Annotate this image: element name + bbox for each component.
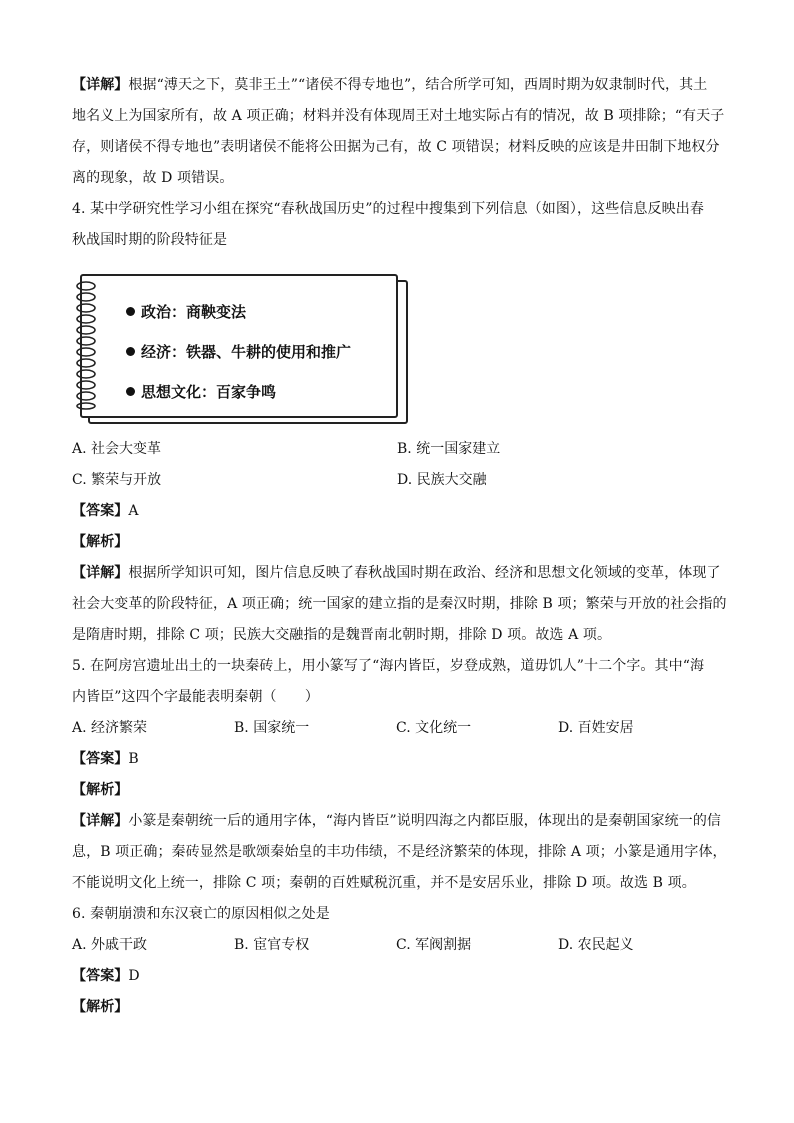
q4-stem-line: 4. 某中学研究性学习小组在探究“春秋战国历史”的过程中搜集到下列信息（如图），这些信息反映出春: [72, 201, 704, 217]
q6-option-d[interactable]: D. 农民起义: [558, 937, 634, 953]
q4-option-d[interactable]: D. 民族大交融: [397, 472, 487, 488]
notebook-items: [126, 292, 351, 412]
q6-option-a[interactable]: A. 外戚干政: [72, 937, 148, 953]
q3-detail-line: 【详解】根据“溥天之下，莫非王土”“诸侯不得专地也”，结合所学可知，西周时期为奴隶制时代，其土: [72, 77, 708, 93]
q6-options-row: [72, 930, 722, 961]
q5-option-c[interactable]: C. 文化统一: [396, 720, 472, 736]
q6-analysis-tag: 【解析】: [72, 999, 129, 1015]
question-6: [72, 899, 722, 1023]
q4-option-c[interactable]: C. 繁荣与开放: [72, 472, 162, 488]
notebook-item-culture: 思想文化：百家争鸣: [126, 372, 351, 412]
q3-detail-line: 存，则诸侯不得专地也”表明诸侯不能将公田据为己有，故 C 项错误；材料反映的应该是井田制下地权分: [72, 139, 720, 155]
q4-detail-line: 是隋唐时期，排除 C 项；民族大交融指的是魏晋南北朝时期，排除 D 项。故选 A 项。: [72, 627, 612, 643]
notebook-figure: [80, 274, 406, 422]
q6-stem-line: 6. 秦朝崩溃和东汉衰亡的原因相似之处是: [72, 906, 330, 922]
question-5: [72, 651, 727, 899]
q4-detail-line: 【详解】根据所学知识可知，图片信息反映了春秋战国时期在政治、经济和思想文化领域的变革，体现了: [72, 565, 721, 581]
q4-option-b[interactable]: B. 统一国家建立: [397, 441, 501, 457]
notebook-item-politics: 政治：商鞅变法: [126, 292, 351, 332]
q4-option-a[interactable]: A. 社会大变革: [72, 441, 162, 457]
q4-detail-line: 社会大变革的阶段特征，A 项正确；统一国家的建立指的是秦汉时期，排除 B 项；繁荣与开放的社会指的: [72, 596, 727, 612]
q5-analysis-tag: 【解析】: [72, 782, 129, 798]
q6-option-c[interactable]: C. 军阀割据: [396, 937, 472, 953]
q5-stem-line: 5. 在阿房宫遗址出土的一块秦砖上，用小篆写了“海内皆臣，岁登成熟，道毋饥人”十二个字。其中“海: [72, 658, 705, 674]
q5-option-d[interactable]: D. 百姓安居: [558, 720, 634, 736]
q3-detail-line: 地名义上为国家所有，故 A 项正确；材料并没有体现周王对土地实际占有的情况，故 B 项排除；“有天子: [72, 108, 725, 124]
q3-detail-section: [72, 70, 725, 194]
q4-options-row: [72, 465, 722, 496]
q5-stem-line: 内皆臣”这四个字最能表明秦朝（ ）: [72, 689, 319, 705]
bullet-icon: [126, 347, 135, 356]
question-4: [72, 194, 727, 651]
q5-detail-line: 【详解】小篆是秦朝统一后的通用字体，“海内皆臣”说明四海之内都臣服，体现出的是秦朝国家统一的信: [72, 813, 722, 829]
q4-stem-line: 秋战国时期的阶段特征是: [72, 232, 228, 248]
bullet-icon: [126, 307, 135, 316]
q5-detail-line: 不能说明文化上统一，排除 C 项；秦朝的百姓赋税沉重，并不是安居乐业，排除 D 项。故选 B 项。: [72, 875, 696, 891]
q5-option-a[interactable]: A. 经济繁荣: [72, 720, 148, 736]
q6-answer: 【答案】D: [72, 968, 140, 984]
q3-detail-line: 离的现象，故 D 项错误。: [72, 170, 234, 186]
notebook-item-economy: 经济：铁器、牛耕的使用和推广: [126, 332, 351, 372]
q5-detail-line: 息，B 项正确；秦砖显然是歌颂秦始皇的丰功伟绩，不是经济繁荣的体现，排除 A 项；小篆是通用字体，: [72, 844, 727, 860]
bullet-icon: [126, 387, 135, 396]
q4-answer: 【答案】A: [72, 503, 139, 519]
q5-options-row: [72, 713, 722, 744]
q5-option-b[interactable]: B. 国家统一: [234, 720, 310, 736]
detail-tag: 【详解】: [72, 77, 129, 93]
spiral-binding-icon: [74, 280, 104, 410]
q6-option-b[interactable]: B. 宦官专权: [234, 937, 310, 953]
q5-answer: 【答案】B: [72, 751, 139, 767]
document-page: [72, 70, 727, 1023]
q4-options-row: [72, 434, 722, 465]
q4-analysis-tag: 【解析】: [72, 534, 129, 550]
